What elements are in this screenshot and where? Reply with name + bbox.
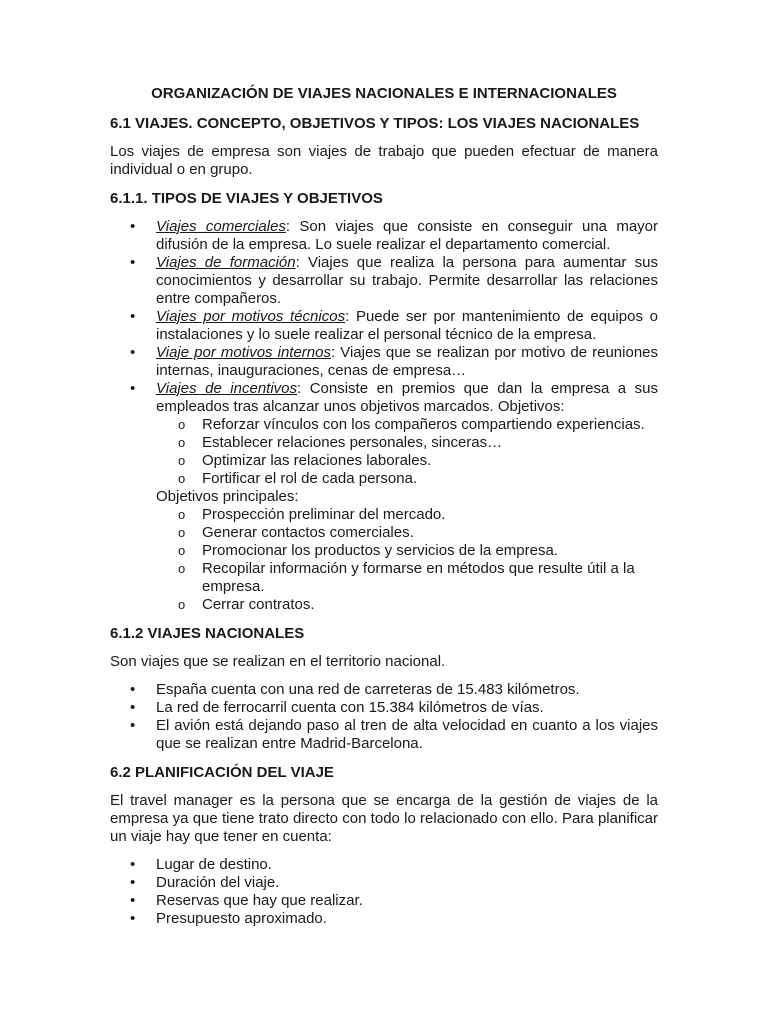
sub-item-text: Generar contactos comerciales.: [202, 524, 414, 541]
list-item-text: Presupuesto aproximado.: [156, 910, 327, 927]
term-description: : Viajes que realiza la persona para aumentar sus conocimientos y desarrollar su trabajo. Permite desarrollar las relaciones entre compañeros.: [156, 254, 659, 307]
planning-checklist: [110, 856, 658, 928]
sub-list-item: [156, 560, 658, 596]
sub-list-item: [156, 416, 658, 434]
main-objectives-list: [156, 506, 658, 614]
sub-item-text: Recopilar información y formarse en métodos que resulte útil a la empresa.: [202, 560, 635, 595]
sub-bullet-icon: o: [178, 525, 186, 540]
list-item: [110, 892, 658, 910]
sub-bullet-icon: o: [178, 435, 186, 450]
sub-list-item: [156, 524, 658, 542]
bullet-icon: •: [130, 254, 136, 271]
list-item: [110, 308, 658, 344]
sub-item-text: Establecer relaciones personales, sinceras…: [202, 434, 503, 451]
sub-list-item: [156, 542, 658, 560]
list-item: [110, 254, 658, 308]
list-item: [110, 910, 658, 928]
travel-types-list: [110, 218, 658, 614]
list-item-text: La red de ferrocarril cuenta con 15.384 kilómetros de vías.: [156, 699, 544, 716]
bullet-icon: •: [130, 681, 136, 698]
sub-item-text: Optimizar las relaciones laborales.: [202, 452, 432, 469]
term-description: : Viajes que se realizan por motivo de reuniones internas, inauguraciones, cenas de empresa…: [156, 344, 659, 379]
sub-list-item: [156, 470, 658, 488]
sub-item-text: Fortificar el rol de cada persona.: [202, 470, 418, 487]
list-item-text: España cuenta con una red de carreteras de 15.483 kilómetros.: [156, 681, 580, 698]
heading-6-1: 6.1 VIAJES. CONCEPTO, OBJETIVOS Y TIPOS: LOS VIAJES NACIONALES: [110, 115, 640, 132]
sub-item-text: Prospección preliminar del mercado.: [202, 506, 446, 523]
sub-bullet-icon: o: [178, 561, 186, 576]
heading-6-1-1: 6.1.1. TIPOS DE VIAJES Y OBJETIVOS: [110, 190, 383, 207]
list-item: [110, 681, 658, 699]
term-label: Viajes de formación: [156, 254, 296, 271]
sub-item-text: Reforzar vínculos con los compañeros compartiendo experiencias.: [202, 416, 645, 433]
national-travel-list: [110, 681, 658, 753]
paragraph-6-1: Los viajes de empresa son viajes de trabajo que pueden efectuar de manera individual o en grupo.: [110, 143, 658, 178]
term-label: Viajes de incentivos: [156, 380, 298, 397]
sub-bullet-icon: o: [178, 543, 186, 558]
term-label: Viaje por motivos internos: [156, 344, 331, 361]
bullet-icon: •: [130, 874, 136, 891]
sub-list-item: [156, 506, 658, 524]
list-item-text: El avión está dejando paso al tren de alta velocidad en cuanto a los viajes que se realizan entre Madrid-Barcelona.: [156, 717, 658, 752]
list-item: [110, 218, 658, 254]
term-description: : Son viajes que consiste en conseguir una mayor difusión de la empresa. Lo suele realizar el departamento comercial.: [156, 218, 659, 253]
list-item: [110, 380, 658, 614]
bullet-icon: •: [130, 699, 136, 716]
bullet-icon: •: [130, 344, 136, 361]
bullet-icon: •: [130, 910, 136, 927]
list-item-text: Reservas que hay que realizar.: [156, 892, 363, 909]
list-item-text: Lugar de destino.: [156, 856, 272, 873]
document-body: [110, 84, 658, 938]
heading-6-1-2: 6.1.2 VIAJES NACIONALES: [110, 625, 305, 642]
sub-bullet-icon: o: [178, 471, 186, 486]
sub-bullet-icon: o: [178, 417, 186, 432]
sub-list-item: [156, 452, 658, 470]
bullet-icon: •: [130, 308, 136, 325]
term-label: Viajes comerciales: [156, 218, 286, 235]
incentive-objectives-list: [156, 416, 658, 488]
sub-bullet-icon: o: [178, 507, 186, 522]
list-item: [110, 344, 658, 380]
term-description: : Puede ser por mantenimiento de equipos o instalaciones y lo suele realizar el personal técnico de la empresa.: [156, 308, 658, 343]
bullet-icon: •: [130, 892, 136, 909]
list-item: [110, 699, 658, 717]
term-label: Viajes por motivos técnicos: [156, 308, 346, 325]
bullet-icon: •: [130, 717, 136, 734]
term-description: : Consiste en premios que dan la empresa a sus empleados tras alcanzar unos objetivos marcados. Objetivos:: [156, 380, 659, 415]
bullet-icon: •: [130, 218, 136, 235]
sub-item-text: Promocionar los productos y servicios de la empresa.: [202, 542, 558, 559]
document-title: ORGANIZACIÓN DE VIAJES NACIONALES E INTERNACIONALES: [151, 85, 617, 102]
paragraph-6-1-2: Son viajes que se realizan en el territorio nacional.: [110, 653, 446, 670]
sub-list-item: [156, 596, 658, 614]
list-item: [110, 856, 658, 874]
bullet-icon: •: [130, 856, 136, 873]
sub-bullet-icon: o: [178, 453, 186, 468]
heading-6-2: 6.2 PLANIFICACIÓN DEL VIAJE: [110, 764, 334, 781]
list-item: [110, 874, 658, 892]
list-item: [110, 717, 658, 753]
paragraph-6-2: El travel manager es la persona que se encarga de la gestión de viajes de la empresa ya que tiene trato directo con todo lo relacionado con ello. Para planificar un viaje hay que tener en cuenta:: [110, 792, 658, 845]
main-objectives-label: Objetivos principales:: [156, 488, 299, 505]
bullet-icon: •: [130, 380, 136, 397]
list-item-text: Duración del viaje.: [156, 874, 280, 891]
sub-bullet-icon: o: [178, 597, 186, 612]
sub-item-text: Cerrar contratos.: [202, 596, 315, 613]
sub-list-item: [156, 434, 658, 452]
